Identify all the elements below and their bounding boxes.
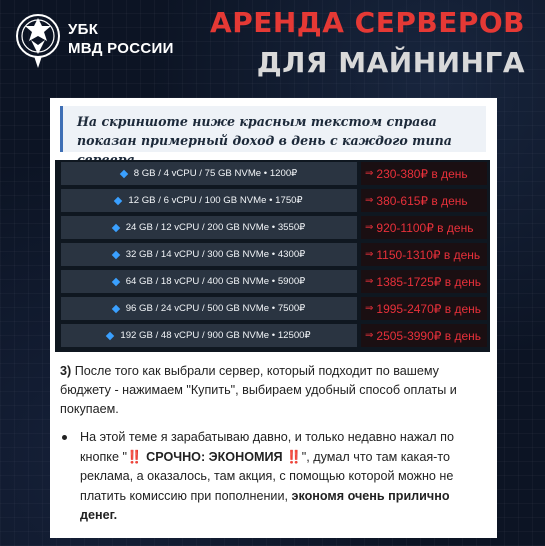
bullet-text-1: На этой теме я зарабатываю давно, и только недавно нажал по кнопке " <box>80 430 454 464</box>
server-spec <box>61 324 357 347</box>
server-income <box>361 162 487 185</box>
table-row <box>55 268 490 295</box>
bullet-text-2: ", думал что там какая-то реклама, а оказалось, там акция, с помощью которой можно не платить комиссию при пополнении, <box>80 449 454 503</box>
income-text: 1995-2470₽ в день <box>376 301 482 316</box>
arrow-icon: ⇒ <box>365 222 374 233</box>
server-income <box>361 270 487 293</box>
note-block: На скриншоте ниже красным текстом справа показан примерный доход в день с каждого типа <box>60 106 486 152</box>
server-income <box>361 324 487 347</box>
server-income <box>361 216 487 239</box>
server-spec <box>61 243 357 266</box>
income-text: 230-380₽ в день <box>376 166 468 181</box>
spec-text: 192 GB / 48 vCPU / 900 GB NVMe • 12500₽ <box>120 330 311 341</box>
spec-text: 96 GB / 24 vCPU / 500 GB NVMe • 7500₽ <box>125 303 306 314</box>
spec-text: 32 GB / 14 vCPU / 300 GB NVMe • 4300₽ <box>125 249 306 260</box>
title-line2: ДЛЯ МАЙНИНГА <box>256 46 525 79</box>
server-spec <box>61 297 357 320</box>
step-3-text: После того как выбрали сервер, который подходит по вашему бюджету - нажимаем "Купить", выбираем удобный способ оплаты и покупаем. <box>60 364 457 416</box>
spec-text: 64 GB / 18 vCPU / 400 GB NVMe • 5900₽ <box>125 276 306 287</box>
table-row <box>55 214 490 241</box>
step-number: 3) <box>60 364 72 378</box>
server-spec <box>61 162 357 185</box>
server-spec <box>61 189 357 212</box>
server-income <box>361 243 487 266</box>
diamond-icon <box>114 196 122 204</box>
arrow-icon: ⇒ <box>365 303 374 314</box>
table-row <box>55 187 490 214</box>
org-line1: УБК <box>68 21 99 38</box>
double-exclamation-icon: ‼️ <box>126 449 143 464</box>
diamond-icon <box>106 331 114 339</box>
double-exclamation-icon: ‼️ <box>286 449 302 464</box>
income-text: 920-1100₽ в день <box>376 220 474 235</box>
table-row <box>55 322 490 349</box>
diamond-icon <box>111 304 119 312</box>
post-card <box>50 98 497 538</box>
police-emblem-icon <box>14 10 62 70</box>
title-line1: АРЕНДА СЕРВЕРОВ <box>210 6 525 39</box>
arrow-icon: ⇒ <box>365 276 374 287</box>
server-spec <box>61 216 357 239</box>
bullet-bold-end: экономя очень прилично денег. <box>80 488 450 522</box>
spec-text: 12 GB / 6 vCPU / 100 GB NVMe • 1750₽ <box>128 195 303 206</box>
arrow-icon: ⇒ <box>365 330 374 341</box>
income-text: 2505-3990₽ в день <box>376 328 482 343</box>
bullet-item <box>62 428 490 526</box>
arrow-icon: ⇒ <box>365 168 374 179</box>
bullet-dot-icon <box>62 435 67 440</box>
server-table <box>55 160 490 352</box>
table-row <box>55 295 490 322</box>
diamond-icon <box>119 169 127 177</box>
arrow-icon: ⇒ <box>365 195 374 206</box>
diamond-icon <box>111 277 119 285</box>
income-text: 1385-1725₽ в день <box>376 274 482 289</box>
server-income <box>361 189 487 212</box>
promo-button-label: СРОЧНО: ЭКОНОМИЯ <box>146 449 283 464</box>
diamond-icon <box>111 250 119 258</box>
income-text: 380-615₽ в день <box>376 193 468 208</box>
server-income <box>361 297 487 320</box>
diamond-icon <box>111 223 119 231</box>
spec-text: 24 GB / 12 vCPU / 200 GB NVMe • 3550₽ <box>125 222 306 233</box>
table-row <box>55 160 490 187</box>
spec-text: 8 GB / 4 vCPU / 75 GB NVMe • 1200₽ <box>133 168 298 179</box>
org-line2: МВД РОССИИ <box>68 40 174 57</box>
org-name <box>68 20 174 58</box>
server-spec <box>61 270 357 293</box>
arrow-icon: ⇒ <box>365 249 374 260</box>
step-3-paragraph <box>60 362 490 419</box>
table-row <box>55 241 490 268</box>
income-text: 1150-1310₽ в день <box>376 247 481 262</box>
